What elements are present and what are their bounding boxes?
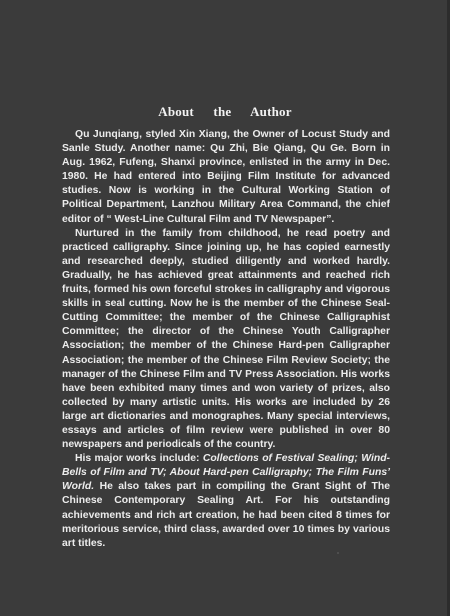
works-rest: He also takes part in compiling the Grant Sight of The Chinese Contemporary Sealing Art. For his outstanding achievements and rich art creation, he had been cited 8 times for meritorious service, third class, awarded over 10 times by various art titles. (62, 481, 390, 549)
paragraph-intro: Qu Junqiang, styled Xin Xiang, the Owner of Locust Study and Sanle Study. Another name: Qu Zhi, Bie Qiang, Qu Ge. Born in Aug. 1962, Fufeng, Shanxi province, enlisted in the army in Dec. 1980. He had entered into Beijing Film Institute for advanced studies. Now is working in the Cultural Working Station of Political Department, Lanzhou Military Area Command, the chief editor of “ West-Line Cultural Film and TV Newspaper”. (62, 129, 390, 225)
biography-text (62, 128, 390, 551)
works-intro: His major works include: (75, 453, 203, 465)
paragraph-works (62, 452, 390, 551)
section-heading: About the Author (158, 104, 292, 119)
paragraph-career: Nurtured in the family from childhood, he read poetry and practiced calligraphy. Since joining up, he has copied earnestly and researched deeply, studied diligently and worked hardly. Gradually, he has achieved great attainments and reached rich fruits, formed his own forceful strokes in calligraphy and vigorous skills in seal cutting. Now he is the member of the Chinese Seal-Cutting Committee; the member of the Chinese Calligraphist Committee; the director of the Chinese Youth Calligrapher Association; the member of the Chinese Hard-pen Calligrapher Association; the member of the Chinese Film Review Society; the manager of the Chinese Film and TV Press Association. His works have been exhibited many times and won variety of prizes, also collected by many artistic units. His works are included by 26 large art dictionaries and monographes. Many special interviews, essays and articles of film review were published in over 80 newspapers and periodicals of the country. (62, 227, 390, 451)
works-titles: Collections of Festival Sealing; Wind-Bells of Film and TV; About Hard-pen Calligraphy; The Film Funs’ World. (62, 453, 390, 493)
scan-speck (337, 552, 339, 554)
